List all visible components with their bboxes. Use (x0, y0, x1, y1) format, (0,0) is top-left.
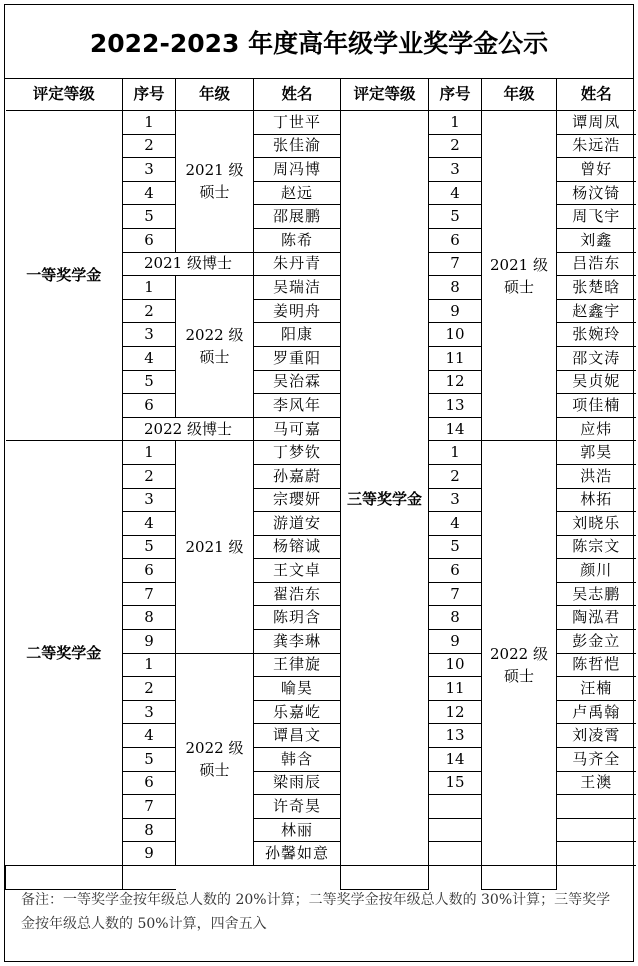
seq-number: 8 (123, 606, 176, 630)
seq-number: 10 (429, 653, 482, 677)
student-name: 丁世平 (254, 111, 341, 135)
student-name: 邵文涛 (557, 346, 636, 370)
student-name: 朱丹青 (254, 252, 341, 276)
seq-number: 7 (429, 252, 482, 276)
seq-number: 5 (429, 535, 482, 559)
seq-number: 1 (429, 111, 482, 135)
student-name: 朱远浩 (557, 134, 636, 158)
student-name: 谭昌文 (254, 724, 341, 748)
student-name: 林丽 (254, 818, 341, 842)
student-name: 赵远 (254, 181, 341, 205)
seq-number: 3 (429, 488, 482, 512)
student-name: 孙嘉蔚 (254, 464, 341, 488)
seq-number: 2 (123, 299, 176, 323)
student-name: 吴治霖 (254, 370, 341, 394)
column-header: 序号 (429, 79, 482, 111)
student-name: 项佳楠 (557, 394, 636, 418)
award-sheet (4, 4, 634, 962)
seq-number: 1 (123, 276, 176, 300)
student-name: 乐嘉屹 (254, 700, 341, 724)
seq-number: 7 (429, 582, 482, 606)
seq-number: 4 (123, 346, 176, 370)
seq-number: 6 (123, 559, 176, 583)
empty-cell (557, 795, 636, 819)
grade-cell: 2021 级 硕士 (176, 111, 254, 253)
seq-number: 4 (429, 512, 482, 536)
grade-cell: 2022 级 硕士 (176, 276, 254, 418)
student-name: 汪楠 (557, 677, 636, 701)
seq-number: 2 (429, 464, 482, 488)
student-name: 陶泓君 (557, 606, 636, 630)
seq-number: 12 (429, 700, 482, 724)
award-level: 一等奖学金 (6, 111, 123, 441)
award-level: 三等奖学金 (341, 111, 429, 890)
student-name: 马可嘉 (254, 417, 341, 441)
award-table (5, 79, 636, 890)
student-name: 龚李琳 (254, 630, 341, 654)
student-name: 王律旋 (254, 653, 341, 677)
seq-number: 6 (123, 228, 176, 252)
empty-cell (429, 842, 482, 866)
student-name: 吕浩东 (557, 252, 636, 276)
student-name: 喻昊 (254, 677, 341, 701)
column-header: 评定等级 (341, 79, 429, 111)
student-name: 吴志鹏 (557, 582, 636, 606)
student-name: 刘晓乐 (557, 512, 636, 536)
student-name: 阳康 (254, 323, 341, 347)
student-name: 游道安 (254, 512, 341, 536)
award-level: 二等奖学金 (6, 441, 123, 866)
seq-number: 15 (429, 771, 482, 795)
seq-number: 11 (429, 677, 482, 701)
grade-cell: 2022 级博士 (123, 417, 254, 441)
seq-number: 1 (123, 111, 176, 135)
student-name: 张婉玲 (557, 323, 636, 347)
student-name: 张楚晗 (557, 276, 636, 300)
seq-number: 3 (123, 158, 176, 182)
empty-cell (429, 818, 482, 842)
seq-number: 6 (429, 228, 482, 252)
seq-number: 14 (429, 417, 482, 441)
award-table-body (6, 79, 636, 889)
seq-number: 7 (123, 582, 176, 606)
student-name: 洪浩 (557, 464, 636, 488)
seq-number: 1 (123, 441, 176, 465)
student-name: 应炜 (557, 417, 636, 441)
seq-number: 2 (429, 134, 482, 158)
seq-number: 4 (123, 512, 176, 536)
seq-number: 5 (123, 535, 176, 559)
grade-cell: 2022 级 硕士 (482, 441, 557, 889)
student-name: 刘鑫 (557, 228, 636, 252)
column-header: 年级 (176, 79, 254, 111)
column-header: 姓名 (254, 79, 341, 111)
student-name: 卢禹翰 (557, 700, 636, 724)
student-name: 彭金立 (557, 630, 636, 654)
seq-number: 2 (123, 677, 176, 701)
column-header: 年级 (482, 79, 557, 111)
student-name: 杨镕诚 (254, 535, 341, 559)
empty-cell (557, 842, 636, 866)
student-name: 宗璎妍 (254, 488, 341, 512)
header-row (6, 79, 636, 111)
seq-number: 5 (123, 370, 176, 394)
student-name: 刘凌霄 (557, 724, 636, 748)
table-row (6, 111, 636, 135)
student-name: 王澳 (557, 771, 636, 795)
seq-number: 2 (123, 134, 176, 158)
seq-number: 6 (123, 771, 176, 795)
student-name: 陈宗文 (557, 535, 636, 559)
empty-cell (429, 795, 482, 819)
footnote: 备注：一等奖学金按年级总人数的 20%计算；二等奖学金按年级总人数的 30%计算；三等奖学金按年级总人数的 50%计算，四舍五入 (5, 865, 633, 961)
student-name: 许奇昊 (254, 795, 341, 819)
grade-cell: 2021 级博士 (123, 252, 254, 276)
empty-cell (557, 818, 636, 842)
seq-number: 8 (123, 818, 176, 842)
column-header: 姓名 (557, 79, 636, 111)
seq-number: 1 (429, 441, 482, 465)
student-name: 陈玥含 (254, 606, 341, 630)
seq-number: 9 (429, 630, 482, 654)
seq-number: 4 (123, 181, 176, 205)
student-name: 梁雨辰 (254, 771, 341, 795)
seq-number: 9 (123, 630, 176, 654)
seq-number: 8 (429, 276, 482, 300)
student-name: 周飞宇 (557, 205, 636, 229)
seq-number: 4 (429, 181, 482, 205)
table-row (6, 441, 636, 465)
student-name: 邵展鹏 (254, 205, 341, 229)
seq-number: 13 (429, 724, 482, 748)
seq-number: 3 (123, 700, 176, 724)
seq-number: 11 (429, 346, 482, 370)
seq-number: 9 (123, 842, 176, 866)
seq-number: 2 (123, 464, 176, 488)
student-name: 郭昊 (557, 441, 636, 465)
student-name: 罗重阳 (254, 346, 341, 370)
seq-number: 4 (123, 724, 176, 748)
seq-number: 12 (429, 370, 482, 394)
seq-number: 5 (123, 205, 176, 229)
student-name: 翟浩东 (254, 582, 341, 606)
student-name: 谭周凤 (557, 111, 636, 135)
seq-number: 13 (429, 394, 482, 418)
student-name: 王文卓 (254, 559, 341, 583)
student-name: 杨汶锜 (557, 181, 636, 205)
student-name: 林拓 (557, 488, 636, 512)
student-name: 韩含 (254, 748, 341, 772)
student-name: 张佳渝 (254, 134, 341, 158)
student-name: 李风年 (254, 394, 341, 418)
column-header: 评定等级 (6, 79, 123, 111)
student-name: 陈哲恺 (557, 653, 636, 677)
student-name: 陈希 (254, 228, 341, 252)
student-name: 孙馨如意 (254, 842, 341, 866)
student-name: 颜川 (557, 559, 636, 583)
seq-number: 5 (429, 205, 482, 229)
student-name: 吴瑞洁 (254, 276, 341, 300)
grade-cell: 2021 级 (176, 441, 254, 653)
seq-number: 6 (123, 394, 176, 418)
student-name: 吴贞妮 (557, 370, 636, 394)
student-name: 丁梦钦 (254, 441, 341, 465)
seq-number: 7 (123, 795, 176, 819)
seq-number: 3 (123, 323, 176, 347)
column-header: 序号 (123, 79, 176, 111)
grade-cell: 2021 级 硕士 (482, 111, 557, 441)
seq-number: 3 (429, 158, 482, 182)
student-name: 赵鑫宇 (557, 299, 636, 323)
student-name: 姜明舟 (254, 299, 341, 323)
seq-number: 3 (123, 488, 176, 512)
seq-number: 9 (429, 299, 482, 323)
seq-number: 6 (429, 559, 482, 583)
seq-number: 1 (123, 653, 176, 677)
seq-number: 10 (429, 323, 482, 347)
page-title: 2022-2023 年度高年级学业奖学金公示 (5, 5, 633, 79)
seq-number: 5 (123, 748, 176, 772)
student-name: 马齐全 (557, 748, 636, 772)
student-name: 曾好 (557, 158, 636, 182)
seq-number: 14 (429, 748, 482, 772)
student-name: 周冯博 (254, 158, 341, 182)
seq-number: 8 (429, 606, 482, 630)
grade-cell: 2022 级 硕士 (176, 653, 254, 865)
